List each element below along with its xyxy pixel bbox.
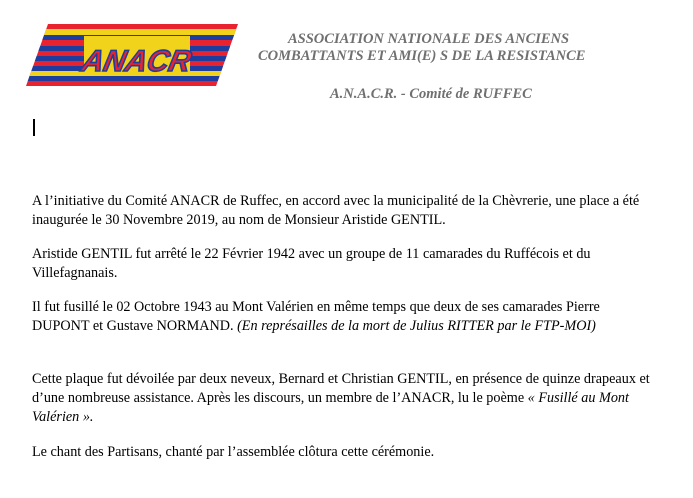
org-name-line1: ASSOCIATION NATIONALE DES ANCIENS — [288, 31, 570, 47]
paragraph-5: Le chant des Partisans, chanté par l’assemblée clôtura cette cérémonie. — [32, 444, 435, 460]
paragraph-4-text: Cette plaque fut dévoilée par deux neveux, Bernard et Christian GENTIL, en présence de quinze drapeaux et d’une nombreuse assistance. Après les discours, un membre de l’ANACR, lu le poème — [32, 371, 650, 406]
paragraph-3-italic: (En représailles de la mort de Julius RITTER par le FTP-MOI) — [237, 318, 596, 334]
org-name-line2: COMBATTANTS ET AMI(E) S DE LA RESISTANCE — [258, 48, 586, 64]
committee-subtitle: A.N.A.C.R. - Comité de RUFFEC — [330, 86, 532, 102]
poem-title: « Fusillé au Mont Valérien ». — [32, 390, 629, 425]
paragraph-4 — [32, 370, 657, 427]
paragraph-1: A l’initiative du Comité ANACR de Ruffec, en accord avec la municipalité de la Chèvrerie, une place a été inaugurée le 30 Novembre 2019, au nom de Monsieur Aristide GENTIL. — [32, 193, 640, 228]
logo-text: ANACR — [78, 45, 195, 78]
paragraph-3 — [32, 298, 657, 336]
paragraph-3-text: Il fut fusillé le 02 Octobre 1943 au Mont Valérien en même temps que deux de ses camarades Pierre DUPONT et Gustave NORMAND. — [32, 299, 600, 334]
text-cursor — [33, 119, 35, 136]
anacr-logo — [26, 22, 238, 88]
paragraph-2: Aristide GENTIL fut arrêté le 22 Février 1942 avec un groupe de 11 camarades du Ruffécois et du Villefagnanais. — [32, 246, 591, 281]
